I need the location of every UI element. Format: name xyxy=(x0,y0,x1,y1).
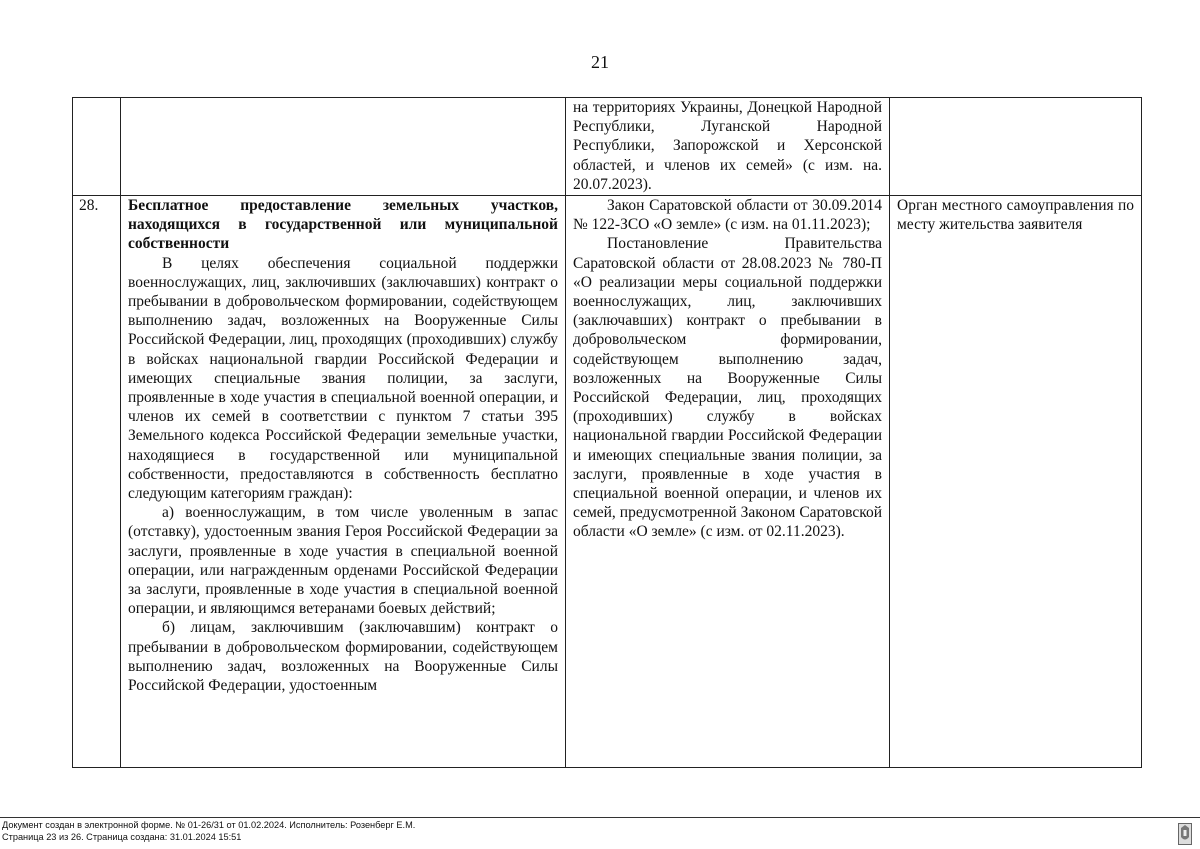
table-row xyxy=(73,196,1142,768)
cell-authority-empty xyxy=(890,98,1142,196)
table-row-continuation xyxy=(73,98,1142,196)
emblem-icon xyxy=(1178,823,1192,845)
legal-basis-decree: Постановление Правительства Саратовской области от 28.08.2023 № 780-П «О реализации меры социальной поддержки военнослужащих, лиц, заключивших (заключавших) контракт о пребывании в добровольческом формировании, содействующем выполнению задач, возложенных на Вооруженные Силы Российской Федерации, лиц, проходящих (проходивших) службу в войсках национальной гвардии Российской Федерации и имеющих специальные звания полиции, за заслуги, проявленные в ходе участия в специальной военной операции, и членов их семей, предусмотренной Законом Саратовской области «О земле» (с изм. от 02.11.2023). xyxy=(573,235,882,541)
row-number: 28. xyxy=(73,196,121,768)
services-table xyxy=(72,97,1142,768)
cell-service-empty xyxy=(121,98,566,196)
page-number: 21 xyxy=(591,52,609,72)
service-title: Бесплатное предоставление земельных участков, находящихся в государственной или муниципальной собственности xyxy=(128,197,558,253)
cell-basis-continuation xyxy=(566,98,890,196)
cell-legal-basis xyxy=(566,196,890,768)
footer-line-document: Документ создан в электронной форме. № 01-26/31 от 01.02.2024. Исполнитель: Розенберг Е.М. xyxy=(2,820,416,830)
cell-service-description xyxy=(121,196,566,768)
authority-text: Орган местного самоуправления по месту жительства заявителя xyxy=(897,197,1134,234)
cell-number-empty xyxy=(73,98,121,196)
basis-continuation-text: на территориях Украины, Донецкой Народной Республики, Луганской Народной Республики, Запорожской и Херсонской областей, и членов их семей» (с изм. на. 20.07.2023). xyxy=(573,99,882,193)
legal-basis-law: Закон Саратовской области от 30.09.2014 № 122-ЗСО «О земле» (с изм. на 01.11.2023); xyxy=(573,197,882,234)
cell-authority xyxy=(890,196,1142,768)
footer-line-page: Страница 23 из 26. Страница создана: 31.01.2024 15:51 xyxy=(2,831,242,842)
service-intro: В целях обеспечения социальной поддержки военнослужащих, лиц, заключивших (заключавших) контракт о пребывании в добровольческом формировании, содействующем выполнению задач, возложенных на Вооруженные Силы Российской Федерации, лиц, проходящих (проходивших) службу в войсках национальной гвардии Российской Федерации и имеющих специальные звания полиции, за заслуги, проявленные в ходе участия в специальной военной операции, и членов их семей в соответствии с пунктом 7 статьи 395 Земельного кодекса Российской Федерации земельные участки, находящиеся в государственной или муниципальной собственности, предоставляются в собственность бесплатно следующим категориям граждан): xyxy=(128,254,558,503)
service-item-a: а) военнослужащим, в том числе уволенным в запас (отставку), удостоенным звания Героя Российской Федерации за заслуги, проявленные в ходе участия в специальной военной операции, или награжденным орденами Российской Федерации за заслуги, проявленные в ходе участия в специальной военной операции, и являющимся ветеранами боевых действий; xyxy=(128,504,558,618)
service-item-b: б) лицам, заключившим (заключавшим) контракт о пребывании в добровольческом формировании, содействующем выполнению задач, возложенных на Вооруженные Силы Российской Федерации, удостоенным xyxy=(128,619,558,695)
document-footer xyxy=(0,817,1200,843)
